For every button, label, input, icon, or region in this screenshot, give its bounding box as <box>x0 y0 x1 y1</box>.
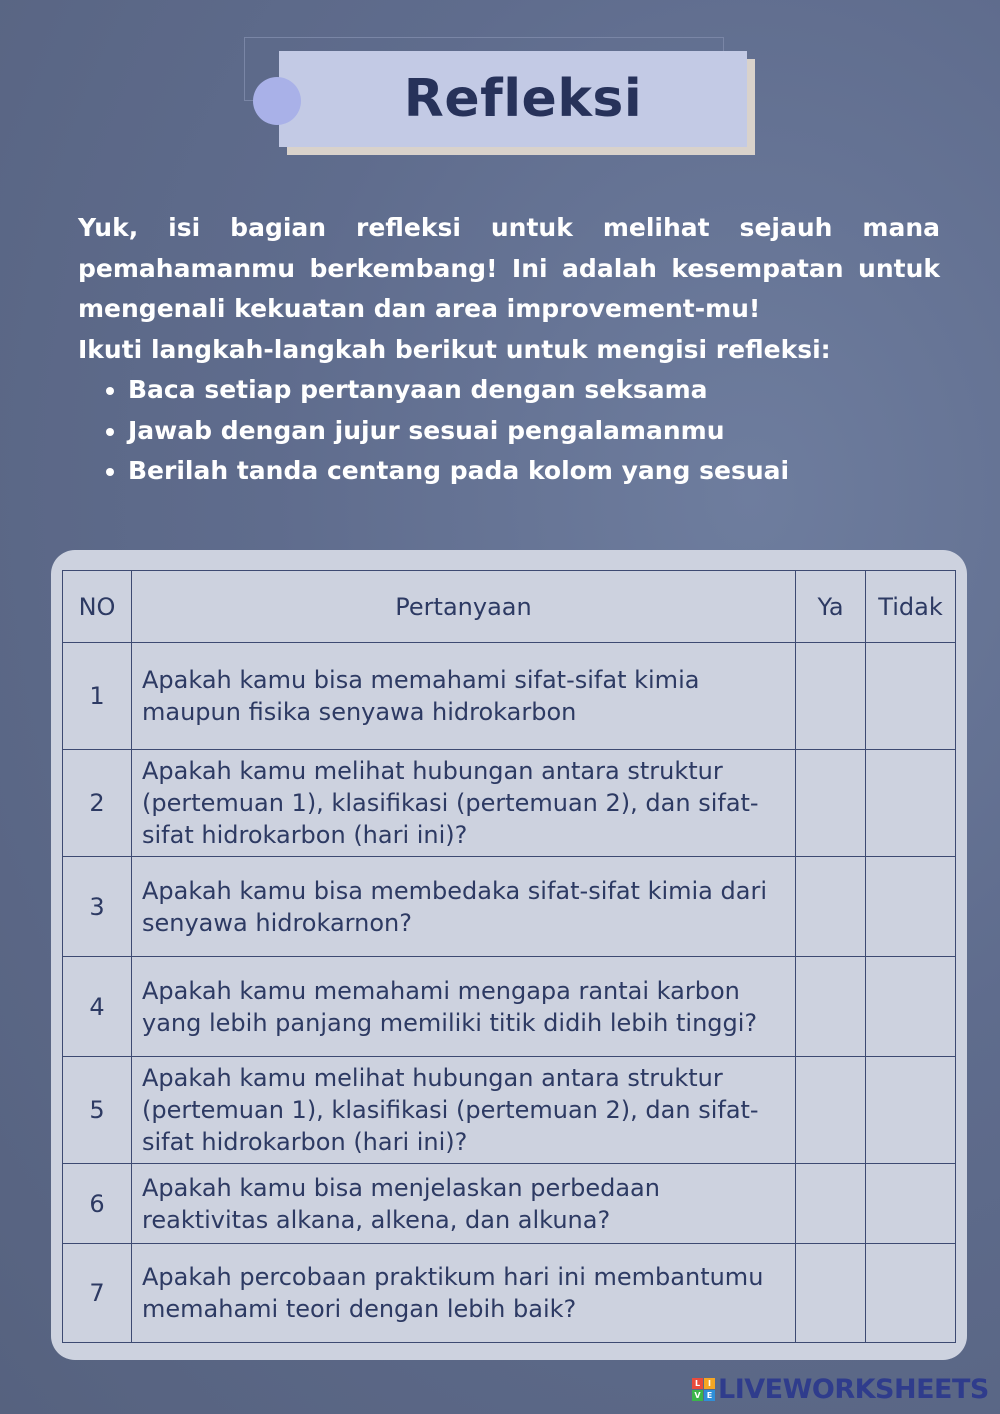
row-question: Apakah kamu bisa membedaka sifat-sifat kimia dari senyawa hidrokarnon? <box>132 857 796 957</box>
header-question: Pertanyaan <box>132 571 796 643</box>
title-banner <box>279 51 747 147</box>
logo-text: LIVEWORKSHEETS <box>718 1374 989 1405</box>
header-yes: Ya <box>796 571 866 643</box>
instructions-list <box>78 370 940 492</box>
logo-mark-letter: E <box>704 1390 715 1401</box>
liveworksheets-logo <box>692 1374 989 1405</box>
row-question: Apakah kamu bisa memahami sifat-sifat kimia maupun fisika senyawa hidrokarbon <box>132 643 796 750</box>
table-header-row <box>63 571 956 643</box>
table-row <box>63 750 956 857</box>
reflection-table <box>62 570 956 1343</box>
answer-no-cell[interactable] <box>866 1244 956 1343</box>
answer-yes-cell[interactable] <box>796 857 866 957</box>
intro-paragraph: Yuk, isi bagian refleksi untuk melihat sejauh mana pemahamanmu berkembang! Ini adalah kesempatan untuk mengenali kekuatan dan area improvement-mu! <box>78 213 940 323</box>
row-question: Apakah kamu melihat hubungan antara struktur (pertemuan 1), klasifikasi (pertemuan 2), dan sifat-sifat hidrokarbon (hari ini)? <box>132 1057 796 1164</box>
instruction-step: • Berilah tanda centang pada kolom yang sesuai <box>128 451 940 492</box>
page-title: Refleksi <box>403 69 643 129</box>
row-question: Apakah kamu melihat hubungan antara struktur (pertemuan 1), klasifikasi (pertemuan 2), dan sifat-sifat hidrokarbon (hari ini)? <box>132 750 796 857</box>
row-number: 3 <box>63 857 132 957</box>
logo-mark-icon <box>692 1378 715 1401</box>
header-no-answer: Tidak <box>866 571 956 643</box>
title-dot-decoration <box>253 77 301 125</box>
answer-no-cell[interactable] <box>866 857 956 957</box>
row-number: 7 <box>63 1244 132 1343</box>
intro-section <box>78 208 940 492</box>
table-row <box>63 857 956 957</box>
row-question: Apakah percobaan praktikum hari ini membantumu memahami teori dengan lebih baik? <box>132 1244 796 1343</box>
row-question: Apakah kamu bisa menjelaskan perbedaan reaktivitas alkana, alkena, dan alkuna? <box>132 1164 796 1244</box>
logo-mark-letter: L <box>692 1378 703 1389</box>
table-row <box>63 643 956 750</box>
instructions-heading: Ikuti langkah-langkah berikut untuk mengisi refleksi: <box>78 334 831 364</box>
answer-yes-cell[interactable] <box>796 1164 866 1244</box>
instruction-step: • Jawab dengan jujur sesuai pengalamanmu <box>128 411 940 452</box>
answer-no-cell[interactable] <box>866 957 956 1057</box>
answer-yes-cell[interactable] <box>796 1057 866 1164</box>
row-number: 5 <box>63 1057 132 1164</box>
answer-no-cell[interactable] <box>866 1164 956 1244</box>
answer-no-cell[interactable] <box>866 1057 956 1164</box>
table-row <box>63 1164 956 1244</box>
table-row <box>63 1244 956 1343</box>
logo-mark-letter: I <box>704 1378 715 1389</box>
answer-yes-cell[interactable] <box>796 643 866 750</box>
answer-no-cell[interactable] <box>866 750 956 857</box>
row-question: Apakah kamu memahami mengapa rantai karbon yang lebih panjang memiliki titik didih lebih tinggi? <box>132 957 796 1057</box>
row-number: 1 <box>63 643 132 750</box>
table-row <box>63 1057 956 1164</box>
instruction-step: • Baca setiap pertanyaan dengan seksama <box>128 370 940 411</box>
logo-mark-letter: V <box>692 1390 703 1401</box>
answer-yes-cell[interactable] <box>796 750 866 857</box>
row-number: 6 <box>63 1164 132 1244</box>
answer-yes-cell[interactable] <box>796 957 866 1057</box>
row-number: 4 <box>63 957 132 1057</box>
row-number: 2 <box>63 750 132 857</box>
answer-yes-cell[interactable] <box>796 1244 866 1343</box>
answer-no-cell[interactable] <box>866 643 956 750</box>
table-row <box>63 957 956 1057</box>
header-no: NO <box>63 571 132 643</box>
